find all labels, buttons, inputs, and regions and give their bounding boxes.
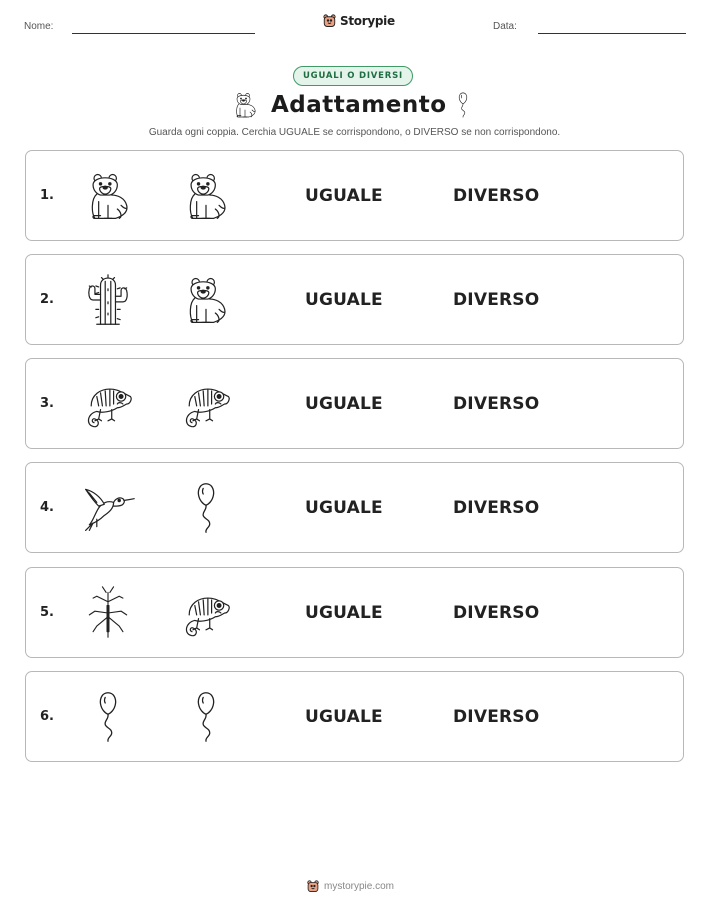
exercise-row <box>25 671 684 762</box>
name-label: Nome: <box>24 21 54 32</box>
worksheet-type-badge: UGUALI O DIVERSI <box>293 66 413 86</box>
exercise-row <box>25 150 684 241</box>
name-field[interactable] <box>72 33 255 34</box>
date-label: Data: <box>493 21 517 32</box>
chameleon-icon <box>80 376 136 432</box>
same-option[interactable]: UGUALE <box>305 186 383 206</box>
brand-name: Storypie <box>340 13 395 28</box>
row-number: 5. <box>40 605 54 620</box>
exercise-row <box>25 358 684 449</box>
date-field[interactable] <box>538 33 686 34</box>
footer-url[interactable]: mystorypie.com <box>324 880 395 892</box>
footer <box>306 879 394 893</box>
storypie-logo-icon <box>306 879 320 893</box>
stick-insect-icon <box>80 585 136 641</box>
same-option[interactable]: UGUALE <box>305 603 383 623</box>
sperm-cell-icon <box>178 689 234 745</box>
exercise-row <box>25 254 684 345</box>
instructions: Guarda ogni coppia. Cerchia UGUALE se corrispondono, o DIVERSO se non corrispondono. <box>148 127 561 138</box>
polar-bear-icon <box>80 168 136 224</box>
row-number: 3. <box>40 396 54 411</box>
sperm-cell-icon <box>449 90 477 120</box>
row-number: 2. <box>40 292 54 307</box>
different-option[interactable]: DIVERSO <box>453 186 540 206</box>
chameleon-icon <box>178 376 234 432</box>
storypie-logo-icon <box>322 13 337 28</box>
same-option[interactable]: UGUALE <box>305 498 383 518</box>
different-option[interactable]: DIVERSO <box>453 603 540 623</box>
same-option[interactable]: UGUALE <box>305 394 383 414</box>
different-option[interactable]: DIVERSO <box>453 394 540 414</box>
same-option[interactable]: UGUALE <box>305 707 383 727</box>
sperm-cell-icon <box>80 689 136 745</box>
polar-bear-icon <box>178 272 234 328</box>
different-option[interactable]: DIVERSO <box>453 498 540 518</box>
different-option[interactable]: DIVERSO <box>453 707 540 727</box>
exercise-row <box>25 462 684 553</box>
same-option[interactable]: UGUALE <box>305 290 383 310</box>
chameleon-icon <box>178 585 234 641</box>
row-number: 4. <box>40 500 54 515</box>
sperm-cell-icon <box>178 480 234 536</box>
polar-bear-icon <box>230 90 260 120</box>
page-title: Adattamento <box>271 92 447 118</box>
row-number: 1. <box>40 188 54 203</box>
brand-logo <box>322 13 395 28</box>
exercise-row <box>25 567 684 658</box>
row-number: 6. <box>40 709 54 724</box>
different-option[interactable]: DIVERSO <box>453 290 540 310</box>
polar-bear-icon <box>178 168 234 224</box>
hummingbird-icon <box>80 480 136 536</box>
cactus-icon <box>80 272 136 328</box>
